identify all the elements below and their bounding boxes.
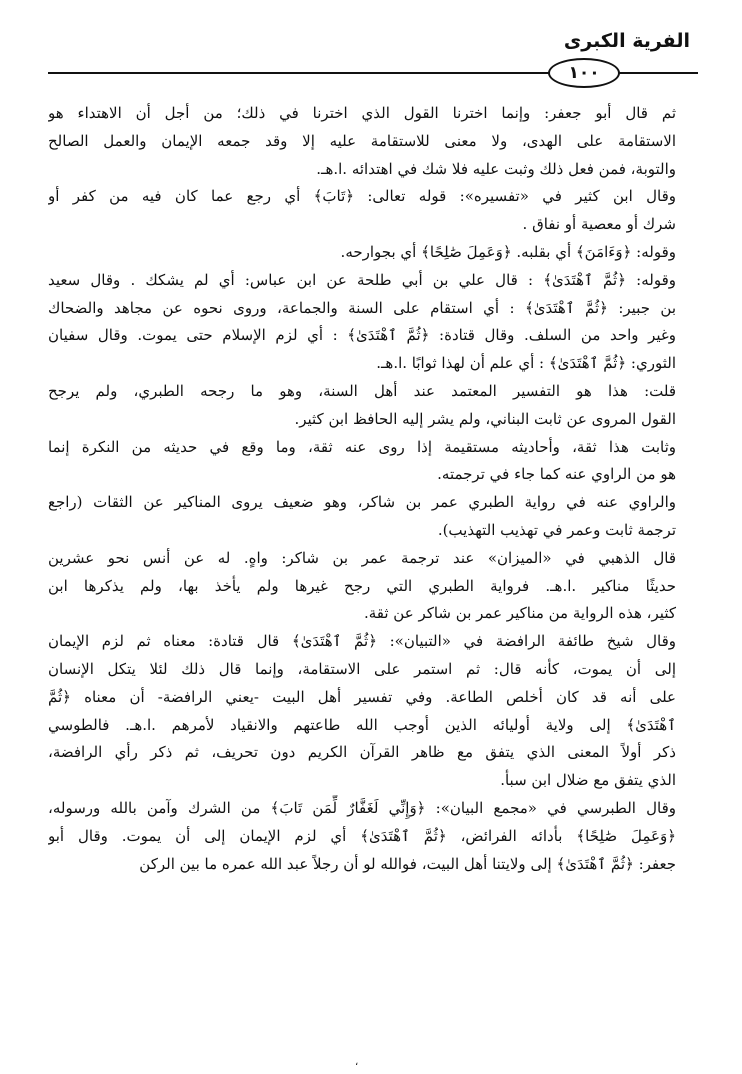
text-line: الثوري: ﴿ثُمَّ ٱهْتَدَىٰ﴾ : أي علم أن لهذا ثوابًا .ا.هـ.: [376, 354, 676, 373]
text-line: شرك أو معصية أو نفاق .: [522, 215, 676, 234]
text-line: حديثًا مناكير .ا.هـ. فرواية الطبري التي رجح غيرها ولم يأخذ بها، ولم يذكرها ابن: [48, 576, 676, 595]
text-line: بن جبير: ﴿ثُمَّ ٱهْتَدَىٰ﴾ : أي استقام على السنة والجماعة، وروى نحوه عن مجاهد والضحاك: [48, 298, 676, 317]
text-line: وقال الطبرسي في «مجمع البيان»: ﴿وَإِنِّي لَغَفَّارٌ لِّمَن تَابَ﴾ من الشرك وآمن بالله ورسوله،: [48, 798, 676, 817]
text-line: والتوبة، فمن فعل ذلك وثبت عليه فلا شك في اهتدائه .ا.هـ.: [316, 159, 676, 178]
text-line: ٱهْتَدَىٰ﴾ إلى ولاية أوليائه الذين أوجب الله طاعتهم والانقياد لأمرهم .ا.هـ. فالطوسي: [48, 715, 676, 734]
text-line: الاستقامة على الهدى، ولا معنى للاستقامة عليه إلا وقد جمعه الإيمان والعمل الصالح: [48, 131, 676, 150]
text-line: وقال ابن كثير في «تفسيره»: قوله تعالى: ﴿تَابَ﴾ أي رجع عما كان فيه من كفر أو: [48, 187, 676, 206]
text-line: وثابت هذا ثقة، وأحاديثه مستقيمة إذا روى عنه ثقة، وما وقع في حديثه من النكرة إنما: [48, 437, 676, 456]
page-number: ١٠٠: [548, 58, 620, 88]
text-line: على أنه قد كان أخلص الطاعة. وفي تفسير أهل البيت -يعني الرافضة- أن معناه ﴿ثُمَّ: [48, 687, 676, 706]
text-line: جعفر: ﴿ثُمَّ ٱهْتَدَىٰ﴾ إلى ولايتنا أهل البيت، فوالله لو أن رجلاً عبد الله عمره ما بين الركن: [139, 854, 676, 873]
text-line: وقال شيخ طائفة الرافضة في «التبيان»: ﴿ثُمَّ ٱهْتَدَىٰ﴾ قال قتادة: معناه ثم لزم الإيمان: [48, 632, 676, 651]
text-line: إلى أن يموت، كأنه قال: ثم استمر على الاستقامة، وإنما قال ذلك لئلا يتكل الإنسان: [48, 659, 676, 678]
text-line: ﴿وَعَمِلَ صَٰلِحًا﴾ بأدائه الفرائض، ﴿ثُمَّ ٱهْتَدَىٰ﴾ أي لزم الإيمان إلى أن يموت. وقال أبو: [48, 826, 676, 845]
text-line: والراوي عنه في رواية الطبري عمر بن شاكر، وهو ضعيف يروى المناكير عن الثقات (راجع: [48, 493, 676, 512]
paragraph: [48, 100, 690, 183]
text-line: قلت: هذا هو التفسير المعتمد عند أهل السنة، وهو ما رجحه الطبري، ولم يرجح: [48, 381, 676, 400]
paragraph: [48, 378, 690, 434]
text-line: القول المروى عن ثابت البناني، ولم يشر إليه الحافظ ابن كثير.: [294, 409, 676, 428]
paragraph: [48, 267, 690, 378]
paragraph: [48, 239, 690, 267]
text-line: وقوله: ﴿ثُمَّ ٱهْتَدَىٰ﴾ : قال علي بن أبي طلحة عن ابن عباس: أي لم يشكك . وقال سعيد: [48, 270, 676, 289]
paragraph: [48, 489, 690, 545]
text-line: وقوله: ﴿وَءَامَنَ﴾ أي بقلبه. ﴿وَعَمِلَ صَٰلِحًا﴾ أي بجوارحه.: [340, 242, 676, 261]
running-head-title: الفرية الكبرى: [563, 30, 690, 52]
paragraph: [48, 795, 690, 878]
paragraph: [48, 434, 690, 490]
text-line: قال الذهبي في «الميزان» عند ترجمة عمر بن شاكر: واهٍ. له عن أنس نحو عشرين: [48, 548, 676, 567]
text-line: ثم قال أبو جعفر: وإنما اخترنا القول الذي اخترنا في ذلك؛ من أجل أن الاهتداء هو: [48, 104, 676, 122]
paragraph: [48, 545, 690, 628]
paragraph: [48, 183, 690, 239]
text-line: وغير واحد من السلف. وقال قتادة: ﴿ثُمَّ ٱهْتَدَىٰ﴾ : أي لزم الإسلام حتى يموت. وقال سفيان: [48, 326, 676, 345]
body-text: [48, 100, 690, 878]
text-line: هو من الراوي عنه كما جاء في ترجمته.: [437, 465, 676, 484]
text-line: كثير، هذه الرواية من مناكير عمر بن شاكر عن ثقة.: [363, 604, 676, 623]
bottom-mark: ،: [355, 1057, 359, 1068]
text-line: ذكر أولاً المعنى الذي يتفق مع ظاهر القرآن الكريم دون تحريف، ثم ذكر رأي الرافضة،: [48, 743, 676, 762]
paragraph: [48, 628, 690, 795]
text-line: ترجمة ثابت وعمر في تهذيب التهذيب).: [437, 520, 676, 539]
text-line: الذي يتفق مع ضلال ابن سبأ.: [500, 771, 676, 790]
